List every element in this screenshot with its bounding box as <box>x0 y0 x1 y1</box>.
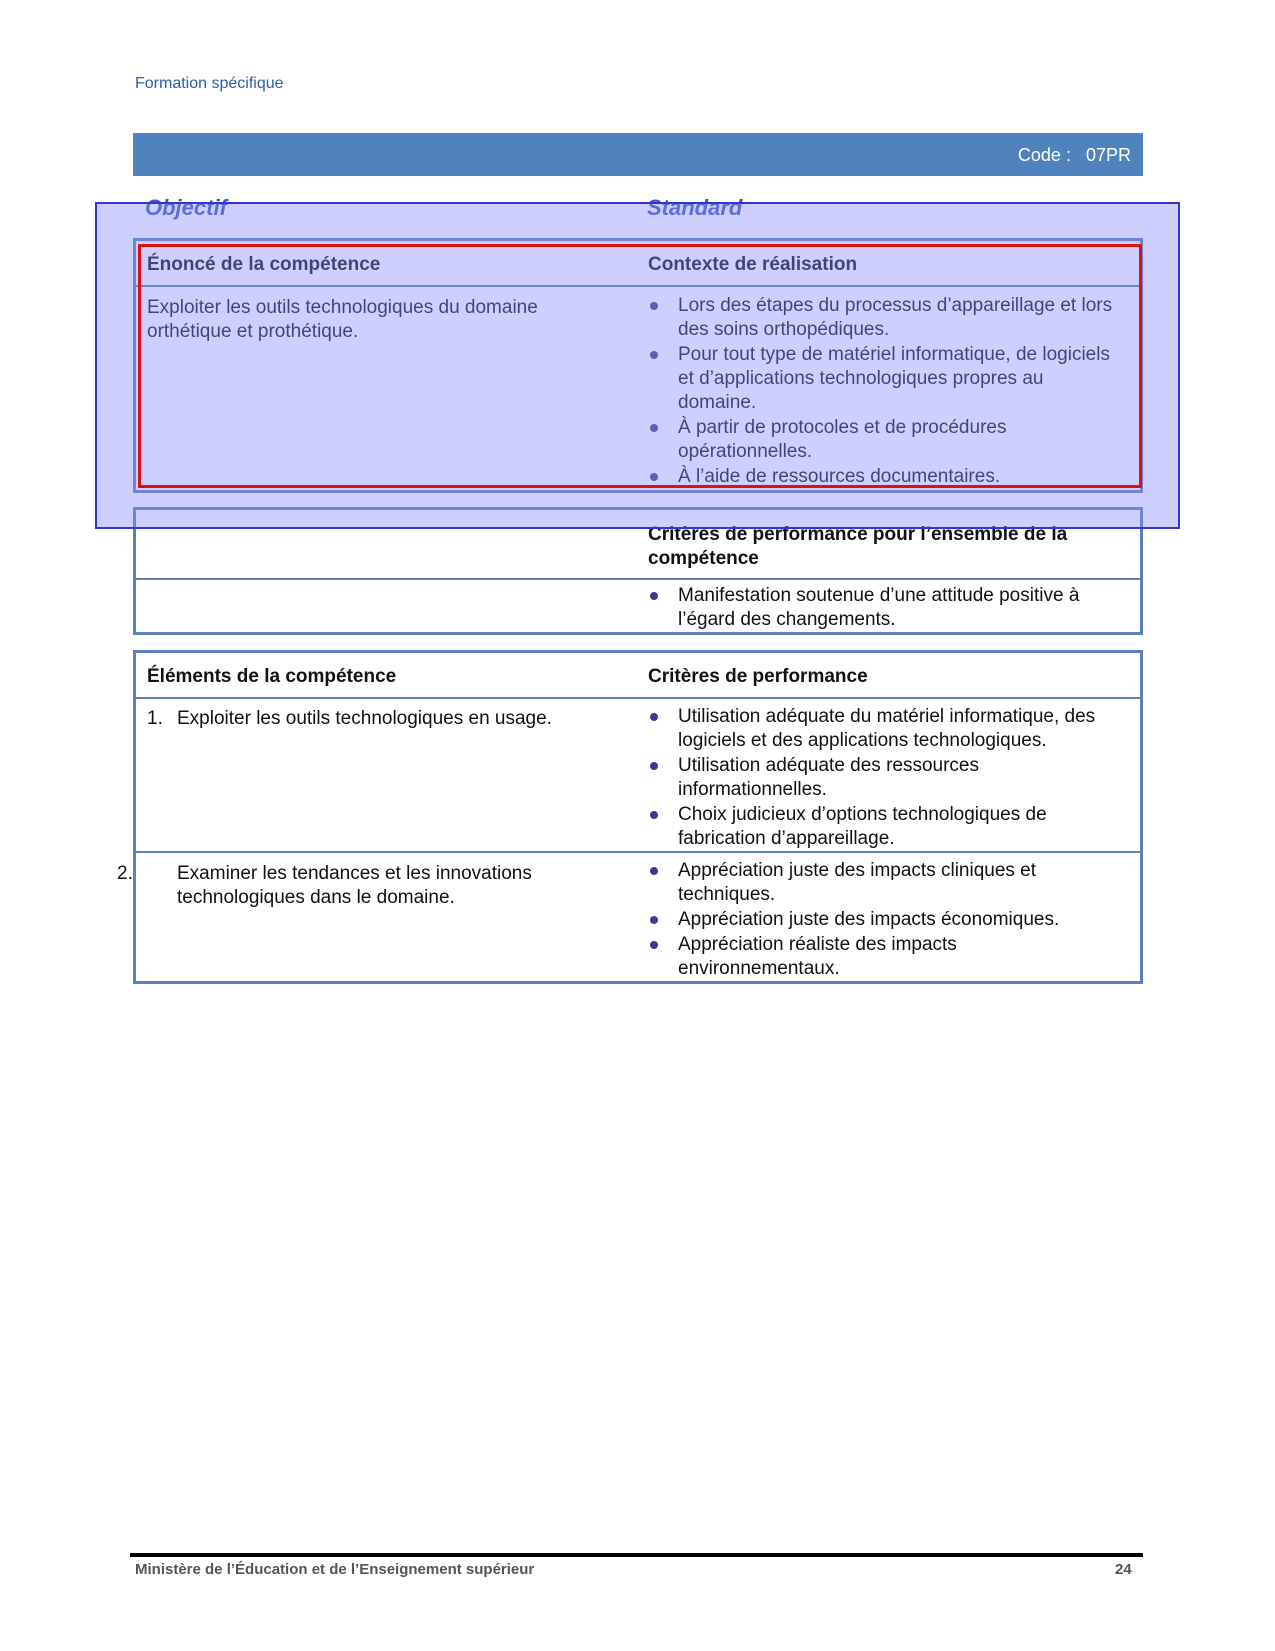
criteria-list-1 <box>648 705 1118 852</box>
row-divider <box>136 697 1140 699</box>
row-divider <box>136 578 1140 580</box>
competence-statement: Exploiter les outils technologiques du domaine orthétique et prothétique. <box>147 297 538 342</box>
selection-frame <box>138 244 1142 488</box>
list-item <box>648 705 1118 753</box>
context-item: À partir de protocoles et de procédures opérationnelles. <box>678 417 1007 462</box>
footer-ministry: Ministère de l’Éducation et de l’Enseignement supérieur <box>135 1561 535 1578</box>
element-number: 2. <box>117 863 133 884</box>
list-item <box>648 908 1118 932</box>
page-number: 24 <box>1115 1561 1132 1578</box>
list-item <box>648 933 1118 981</box>
element-text: Examiner les tendances et les innovations technologiques dans le domaine. <box>177 863 532 908</box>
overall-criteria-header: Critères de performance pour l’ensemble de la compétence <box>648 524 1068 569</box>
criterion: Utilisation adéquate des ressources informationnelles. <box>678 755 980 800</box>
criterion: Choix judicieux d’options technologiques de fabrication d’appareillage. <box>678 804 1047 849</box>
criterion: Appréciation juste des impacts économiques. <box>678 909 1060 930</box>
elements-table <box>117 650 1143 984</box>
statement-header: Énoncé de la compétence <box>147 254 381 275</box>
bullet-icon <box>650 867 658 875</box>
footer-rule <box>130 1553 1143 1557</box>
elements-header: Éléments de la compétence <box>147 666 397 687</box>
code-bar <box>133 133 1143 176</box>
criterion: Utilisation adéquate du matériel informatique, des logiciels et des applications technologiques. <box>678 706 1096 751</box>
list-item <box>648 859 1118 907</box>
row-divider <box>136 851 1140 853</box>
list-item <box>648 803 1118 851</box>
overall-criterion: Manifestation soutenue d’une attitude positive à l’égard des changements. <box>678 585 1080 630</box>
bullet-icon <box>650 592 658 600</box>
context-item: Lors des étapes du processus d’appareillage et lors des soins orthopédiques. <box>678 295 1113 340</box>
element-text: Exploiter les outils technologiques en usage. <box>177 708 552 729</box>
bullet-icon <box>650 713 658 721</box>
context-item: À l’aide de ressources documentaires. <box>678 466 1001 487</box>
criteria-list-2 <box>648 859 1118 982</box>
criterion: Appréciation réaliste des impacts environnementaux. <box>678 934 957 979</box>
criteria-header: Critères de performance <box>648 666 868 687</box>
element-row-1 <box>147 707 607 731</box>
code-text <box>1018 145 1131 166</box>
criterion: Appréciation juste des impacts cliniques et techniques. <box>678 860 1037 905</box>
overall-criteria-list <box>648 584 1118 633</box>
list-item <box>648 584 1118 632</box>
context-item: Pour tout type de matériel informatique, de logiciels et d’applications technologiques propres au domaine. <box>678 344 1110 413</box>
bullet-icon <box>650 811 658 819</box>
bullet-icon <box>650 916 658 924</box>
context-header: Contexte de réalisation <box>648 254 858 275</box>
running-title: Formation spécifique <box>135 75 284 92</box>
bullet-icon <box>650 941 658 949</box>
code-value: 07PR <box>1085 145 1131 165</box>
element-row-2 <box>117 862 597 910</box>
standard-title: Standard <box>647 195 743 220</box>
objectif-title: Objectif <box>145 195 227 220</box>
bullet-icon <box>650 762 658 770</box>
list-item <box>648 754 1118 802</box>
element-number: 1. <box>147 708 163 729</box>
code-label: Code : <box>1017 145 1071 165</box>
